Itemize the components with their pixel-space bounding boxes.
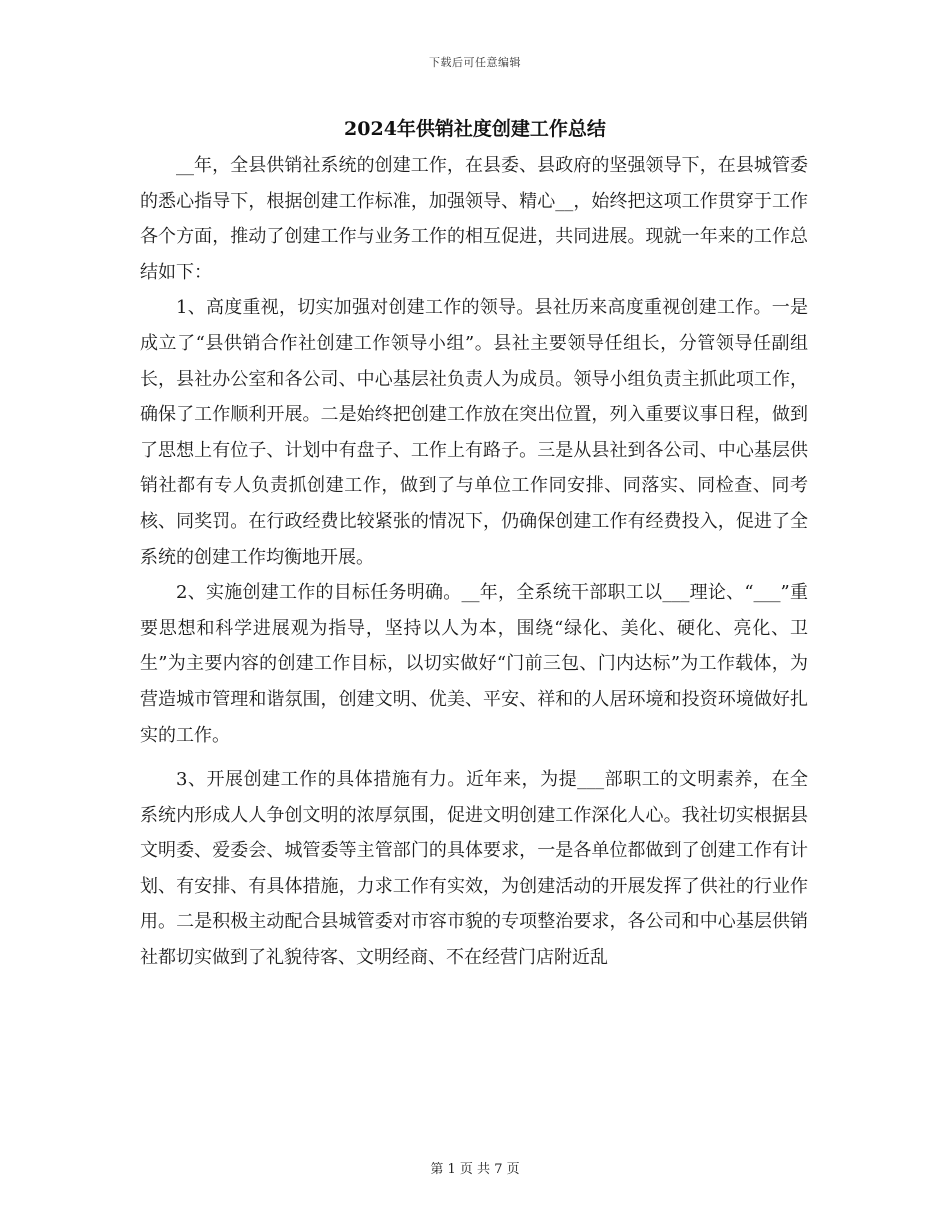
paragraph-section-1: 1、高度重视，切实加强对创建工作的领导。县社历来高度重视创建工作。一是成立了“县供销合作社创建工作领导小组”。县社主要领导任组长，分管领导任副组长，县社办公室和各公司、中心基层社负责人为成员。领导小组负责主抓此项工作，确保了工作顺利开展。二是始终把创建工作放在突出位置，列入重要议事日程，做到了思想上有位子、计划中有盘子、工作上有路子。三是从县社到各公司、中心基层供销社都有专人负责抓创建工作，做到了与单位工作同安排、同落实、同检查、同考核、同奖罚。在行政经费比较紧张的情况下，仍确保创建工作有经费投入，促进了全系统的创建工作均衡地开展。 <box>140 297 808 568</box>
page-number: 第 1 页 共 7 页 <box>430 1162 520 1177</box>
paragraph-section-3: 3、开展创建工作的具体措施有力。近年来，为提___部职工的文明素养，在全系统内形成人人争创文明的浓厚氛围，促进文明创建工作深化人心。我社切实根据县文明委、爱委会、城管委等主管部门的具体要求，一是各单位都做到了创建工作有计划、有安排、有具体措施，力求工作有实效，为创建活动的开展发挥了供社的行业作用。二是积极主动配合县城管委对市容市貌的专项整治要求，各公司和中心基层供销社都切实做到了礼貌待客、文明经商、不在经营门店附近乱 <box>140 769 808 969</box>
header-note: 下载后可任意编辑 <box>429 56 521 69</box>
paragraph-section-2: 2、实施创建工作的目标任务明确。__年，全系统干部职工以___理论、“___”重要思想和科学进展观为指导，坚持以人为本，围绕“绿化、美化、硬化、亮化、卫生”为主要内容的创建工作目标，以切实做好“门前三包、门内达标”为工作载体，为营造城市管理和谐氛围，创建文明、优美、平安、祥和的人居环境和投资环境做好扎实的工作。 <box>140 582 808 746</box>
document-title: 2024年供销社度创建工作总结 <box>344 118 606 140</box>
document-body <box>140 148 808 976</box>
paragraph-intro: __年，全县供销社系统的创建工作，在县委、县政府的坚强领导下，在县城管委的悉心指导下，根据创建工作标准，加强领导、精心__，始终把这项工作贯穿于工作各个方面，推动了创建工作与业务工作的相互促进，共同进展。现就一年来的工作总结如下： <box>140 155 808 283</box>
